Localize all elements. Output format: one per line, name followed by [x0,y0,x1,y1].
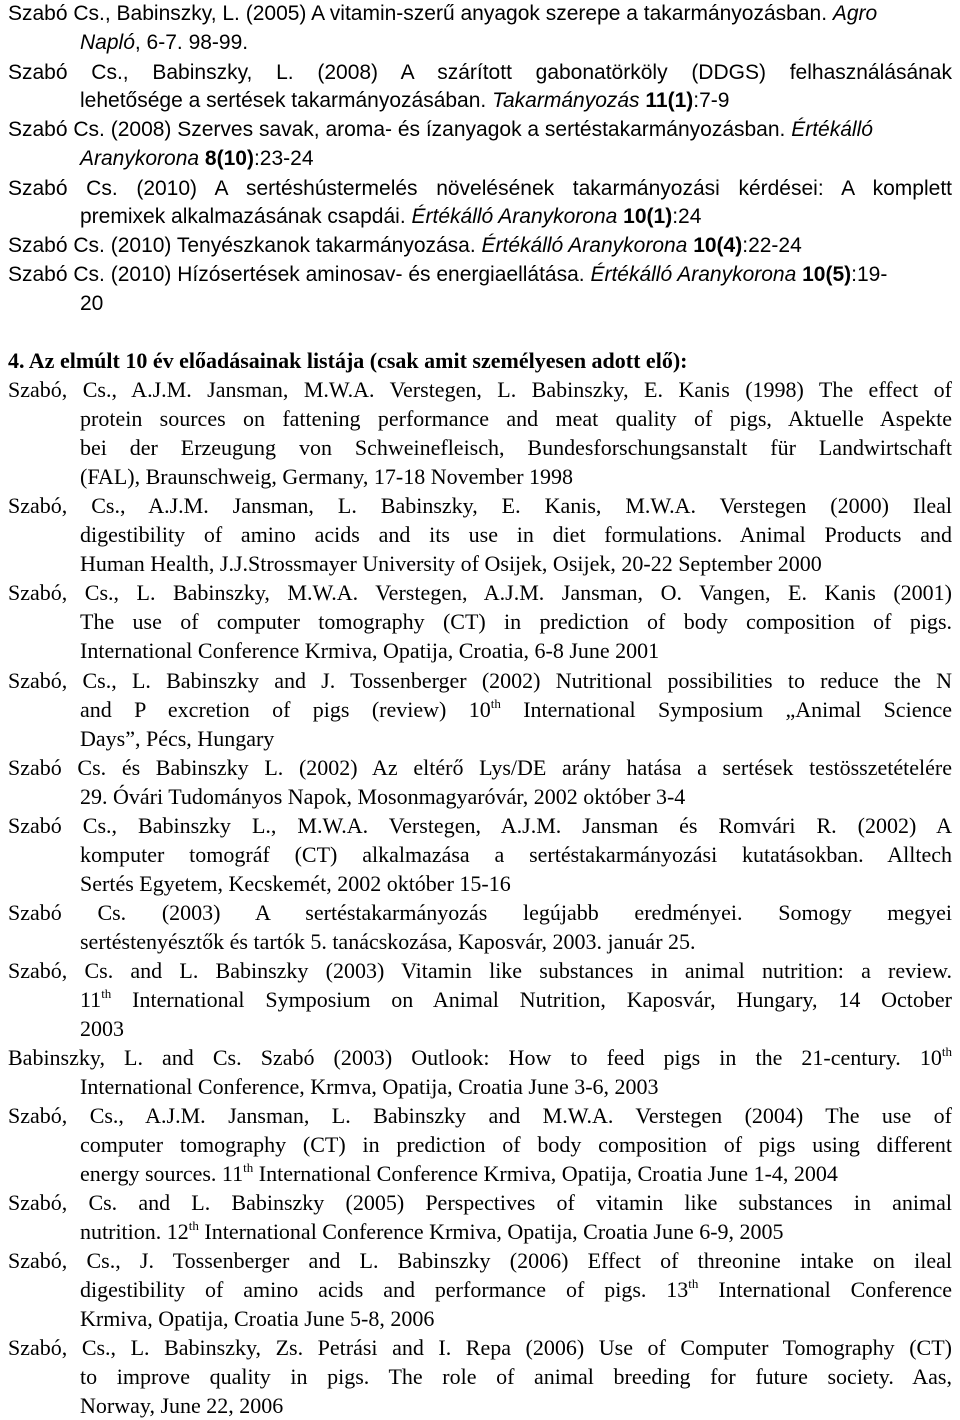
reference-line [80,1364,952,1390]
text-run: to improve quality in pigs. The role of animal breeding for future society. Aas, [80,1364,952,1389]
reference-line [8,61,952,85]
text-run: Szabó, Cs., A.J.M. Jansman, L. Babinszky, E. Kanis, M.W.A. Verstegen (2000) Ileal [8,493,952,518]
text-run: and P excretion of pigs (review) 10 [80,697,491,722]
reference-line [80,871,511,897]
reference-line [80,292,103,316]
text-run: (FAL), Braunschweig, Germany, 17-18 November 1998 [80,464,574,489]
text-run: Szabó Cs. (2003) A sertéstakarmányozás legújabb eredményei. Somogy megyei [8,900,952,925]
reference-line [8,493,952,519]
superscript: th [101,986,112,1001]
reference-line [80,842,952,868]
italic-run: Értékálló [791,118,873,141]
reference-line [80,464,573,490]
reference-line [80,638,659,664]
reference-line [8,377,952,403]
text-run: Szabó, Cs., L. Babinszky and J. Tossenberger (2002) Nutritional possibilities to reduce the N [8,668,952,693]
reference-line [80,147,314,171]
reference-line [80,726,274,752]
reference-line [80,784,685,810]
text-run: Szabó Cs. (2008) Szerves savak, aroma- és ízanyagok a sertéstakarmányozásban. [8,118,792,141]
reference-line [8,580,952,606]
reference-line [80,987,952,1013]
text-run: premixek alkalmazásának csapdái. [80,205,412,228]
reference-line [80,1016,124,1042]
text-run: 2003 [80,1016,124,1041]
italic-run: Napló [80,31,135,54]
reference-line [8,2,877,26]
text-run: Szabó, Cs., A.J.M. Jansman, M.W.A. Verstegen, L. Babinszky, E. Kanis (1998) The effect of [8,377,952,402]
text-run: Norway, June 22, 2006 [80,1393,284,1418]
text-run: Human Health, J.J.Strossmayer University of Osijek, Osijek, 20-22 September 2000 [80,551,822,576]
bold-run: 10(1) [623,205,673,228]
text-run: :24 [672,205,702,228]
reference-line [8,1335,952,1361]
text-run: Szabó, Cs., J. Tossenberger and L. Babinszky (2006) Effect of threonine intake on ileal [8,1248,952,1273]
text-run: 20 [80,292,104,315]
text-run: Krmiva, Opatija, Croatia June 5-8, 2006 [80,1306,435,1331]
text-run: digestibility of amino acids and its use in diet formulations. Animal Products and [80,522,952,547]
text-run: The use of computer tomography (CT) in prediction of body composition of pigs. [80,609,952,634]
text-run: International Symposium on Animal Nutrition, Kaposvár, Hungary, 14 October [111,987,952,1012]
superscript: th [941,1044,952,1059]
text-run: sertéstenyésztők és tartók 5. tanácskozása, Kaposvár, 2003. január 25. [80,929,696,954]
reference-line [80,697,952,723]
text-run: bei der Erzeugung von Schweinefleisch, Bundesforschungsanstalt für Landwirtschaft [80,435,952,460]
reference-line [8,1248,952,1274]
text-run: protein sources on fattening performance and meat quality of pigs, Aktuelle Aspekte [80,406,952,431]
text-run: International Conference Krmiva, Opatija, Croatia June 6-9, 2005 [198,1219,784,1244]
reference-line [80,551,822,577]
superscript: th [490,696,501,711]
superscript: th [688,1276,699,1291]
text-run: 11 [80,987,102,1012]
text-run: Szabó Cs., Babinszky, L. (2005) A vitamin-szerű anyagok szerepe a takarmányozásban. [8,2,833,25]
bold-run: 8(10) [204,147,254,170]
reference-line [8,1103,952,1129]
reference-line [80,1219,784,1245]
text-run: Szabó, Cs., L. Babinszky, M.W.A. Verstegen, A.J.M. Jansman, O. Vangen, E. Kanis (2001) [8,580,952,605]
reference-line [8,900,952,926]
reference-line [80,89,729,113]
text-run: lehetősége a sertések takarmányozásában. [80,89,493,112]
reference-line [80,609,952,635]
reference-line [8,177,952,201]
reference-line [8,263,887,287]
reference-line [80,1306,434,1332]
reference-line [8,755,952,781]
text-run: :7-9 [693,89,730,112]
text-run: :22-24 [742,234,802,257]
superscript: th [188,1218,199,1233]
text-run: :19- [851,263,888,286]
reference-line [8,813,952,839]
text-run: Szabó Cs. (2010) Hízósertések aminosav- és energiaellátása. [8,263,591,286]
text-run: International Conference Krmiva, Opatija, Croatia June 1-4, 2004 [253,1161,838,1186]
reference-line [80,205,701,229]
italic-run: Értékálló Aranykorona [590,263,797,286]
superscript: th [243,1160,254,1175]
section-heading: 4. Az elmúlt 10 év előadásainak listája (csak amit személyesen adott elő): [8,348,688,373]
reference-line [80,1161,838,1187]
bold-run: 10(4) [693,234,743,257]
text-run: International Symposium „Animal Science [500,697,952,722]
text-run: Days”, Pécs, Hungary [80,726,275,751]
reference-line [8,1190,952,1216]
text-run: Szabó, Cs., A.J.M. Jansman, L. Babinszky and M.W.A. Verstegen (2004) The use of [8,1103,952,1128]
reference-line [8,668,952,694]
text-run: , 6-7. 98-99. [134,31,249,54]
reference-line [80,406,952,432]
text-run: :23-24 [253,147,314,170]
reference-line [80,1393,283,1419]
reference-line [80,1074,659,1100]
reference-line [80,31,248,55]
reference-line [80,1132,952,1158]
bold-run: 10(5) [802,263,852,286]
text-run: Szabó Cs., Babinszky L., M.W.A. Verstegen, A.J.M. Jansman és Romvári R. (2002) A [8,813,952,838]
reference-line [80,929,696,955]
reference-line [8,234,802,258]
text-run: Szabó Cs. (2010) Tenyészkanok takarmányozása. [8,234,482,257]
reference-line [80,522,952,548]
text-run: Babinszky, L. and Cs. Szabó (2003) Outlook: How to feed pigs in the 21-century. 10 [8,1045,942,1070]
bold-run: 11(1) [645,89,694,112]
text-run: 29. Óvári Tudományos Napok, Mosonmagyaróvár, 2002 október 3-4 [80,784,686,809]
text-run: digestibility of amino acids and performance of pigs. 13 [80,1277,689,1302]
italic-run: Takarmányozás [492,89,640,112]
italic-run: Értékálló Aranykorona [411,205,618,228]
text-run: Szabó Cs. és Babinszky L. (2002) Az eltérő Lys/DE arány hatása a sertések testösszetételére [8,755,952,780]
text-run: International Conference Krmiva, Opatija, Croatia, 6-8 June 2001 [80,638,660,663]
text-run: Szabó, Cs., L. Babinszky, Zs. Petrási and I. Repa (2006) Use of Computer Tomography (CT) [8,1335,952,1360]
reference-line [8,118,873,142]
reference-line [8,1045,952,1071]
text-run: Szabó, Cs. and L. Babinszky (2005) Perspectives of vitamin like substances in animal [8,1190,952,1215]
reference-line [80,1277,952,1303]
text-run: Szabó, Cs. and L. Babinszky (2003) Vitamin like substances in animal nutrition: a review. [8,958,952,983]
italic-run: Értékálló Aranykorona [481,234,688,257]
text-run: nutrition. 12 [80,1219,189,1244]
text-run: International Conference, Krmva, Opatija, Croatia June 3-6, 2003 [80,1074,659,1099]
italic-run: Aranykorona [80,147,200,170]
reference-line [8,958,952,984]
text-run: komputer tomográf (CT) alkalmazása a sertéstakarmányozási kutatásokban. Alltech [80,842,952,867]
text-run: International Conference [698,1277,953,1302]
text-run: computer tomography (CT) in prediction of body composition of pigs using different [80,1132,952,1157]
text-run: Szabó Cs., Babinszky, L. (2008) A szárított gabonatörköly (DDGS) felhasználásának [8,61,952,84]
reference-line [80,435,952,461]
text-run: Szabó Cs. (2010) A sertéshústermelés növelésének takarmányozási kérdései: A komplett [8,177,952,200]
text-run: Sertés Egyetem, Kecskemét, 2002 október 15-16 [80,871,511,896]
text-run: energy sources. 11 [80,1161,244,1186]
italic-run: Agro [832,2,878,25]
